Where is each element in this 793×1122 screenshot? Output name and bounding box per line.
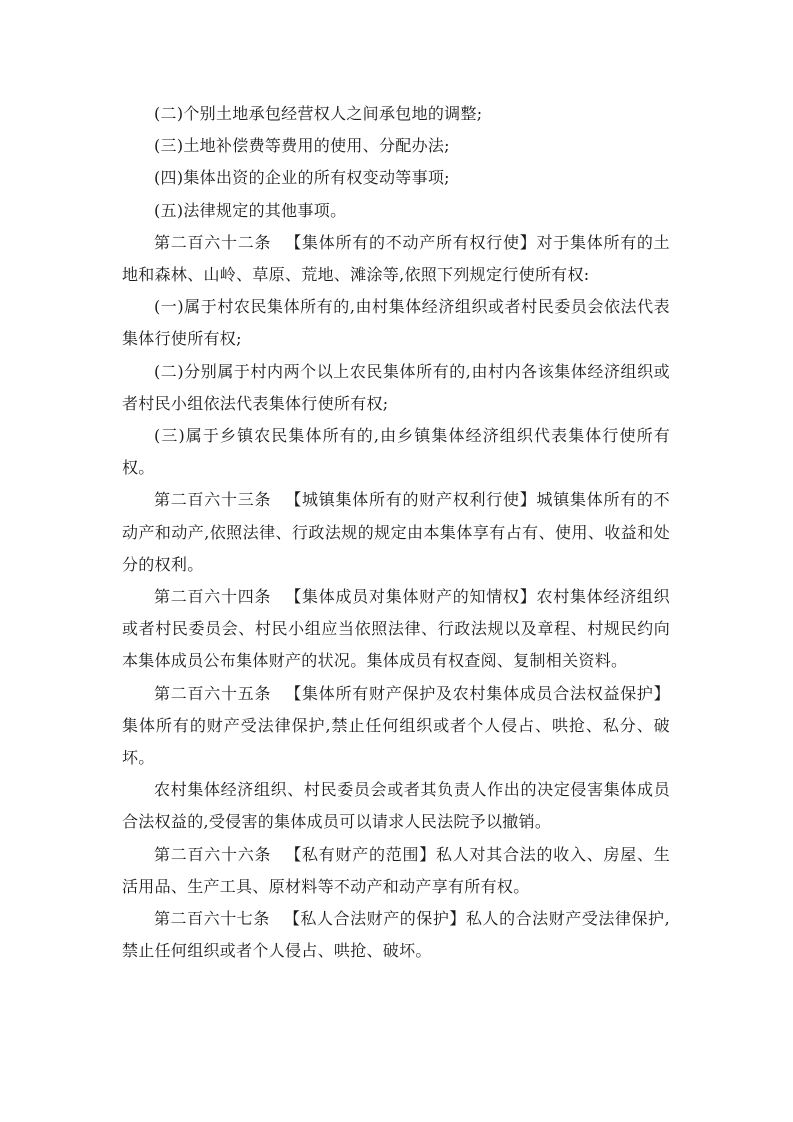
article-title: 【城镇集体所有的财产权利行使】 bbox=[285, 490, 537, 510]
article-number: 第二百六十六条 bbox=[154, 844, 272, 864]
article-title: 【私有财产的范围】 bbox=[285, 844, 436, 864]
article-text: 私人的合法财产受法律保护,禁止任何组织或者个人侵占、哄抢、破坏。 bbox=[122, 909, 670, 961]
article-263 bbox=[122, 484, 670, 581]
article-266 bbox=[122, 839, 670, 903]
article-264 bbox=[122, 581, 670, 678]
article-text: 城镇集体所有的不动产和动产,依照法律、行政法规的规定由本集体享有占有、使用、收益和处分的权利。 bbox=[122, 490, 670, 574]
paragraph-text: (二)个别土地承包经营权人之间承包地的调整; bbox=[154, 104, 483, 123]
article-number: 第二百六十四条 bbox=[154, 587, 272, 607]
paragraph bbox=[122, 774, 670, 838]
article-title: 【集体所有财产保护及农村集体成员合法权益保护】 bbox=[285, 683, 670, 703]
article-267 bbox=[122, 903, 670, 967]
paragraph bbox=[122, 356, 670, 420]
paragraph-text: (四)集体出资的企业的所有权变动等事项; bbox=[154, 168, 450, 188]
paragraph-text: (三)土地补偿费等费用的使用、分配办法; bbox=[154, 136, 450, 156]
article-text: 集体所有的财产受法律保护,禁止任何组织或者个人侵占、哄抢、私分、破坏。 bbox=[122, 715, 670, 768]
paragraph bbox=[122, 291, 670, 355]
paragraph-text: 农村集体经济组织、村民委员会或者其负责人作出的决定侵害集体成员合法权益的,受侵害的集体成员可以请求人民法院予以撤销。 bbox=[122, 780, 670, 832]
article-title: 【集体成员对集体财产的知情权】 bbox=[285, 587, 537, 607]
article-number: 第二百六十五条 bbox=[154, 683, 272, 703]
article-number: 第二百六十三条 bbox=[154, 490, 272, 510]
paragraph bbox=[122, 162, 670, 194]
paragraph bbox=[122, 98, 670, 130]
paragraph-text: (二)分别属于村内两个以上农民集体所有的,由村内各该集体经济组织或者村民小组依法代表集体行使所有权; bbox=[122, 361, 670, 413]
paragraph bbox=[122, 420, 670, 484]
article-title: 【私人合法财产的保护】 bbox=[283, 909, 466, 929]
paragraph bbox=[122, 130, 670, 162]
article-text: 私人对其合法的收入、房屋、生活用品、生产工具、原材料等不动产和动产享有所有权。 bbox=[122, 844, 670, 896]
document-body bbox=[122, 98, 670, 967]
article-text: 对于集体所有的土地和森林、山岭、草原、荒地、滩涂等,依照下列规定行使所有权: bbox=[122, 232, 670, 285]
article-262 bbox=[122, 227, 670, 291]
paragraph-text: (五)法律规定的其他事项。 bbox=[154, 200, 347, 220]
article-265 bbox=[122, 678, 670, 775]
article-title: 【集体所有的不动产所有权行使】 bbox=[285, 232, 537, 252]
paragraph-text: (三)属于乡镇农民集体所有的,由乡镇集体经济组织代表集体行使所有权。 bbox=[122, 426, 670, 478]
paragraph-text: (一)属于村农民集体所有的,由村集体经济组织或者村民委员会依法代表集体行使所有权; bbox=[122, 297, 670, 349]
article-number: 第二百六十七条 bbox=[154, 909, 270, 929]
paragraph bbox=[122, 195, 670, 227]
article-number: 第二百六十二条 bbox=[154, 232, 272, 252]
article-text: 农村集体经济组织或者村民委员会、村民小组应当依照法律、行政法规以及章程、村规民约向本集体成员公布集体财产的状况。集体成员有权查阅、复制相关资料。 bbox=[122, 587, 670, 671]
